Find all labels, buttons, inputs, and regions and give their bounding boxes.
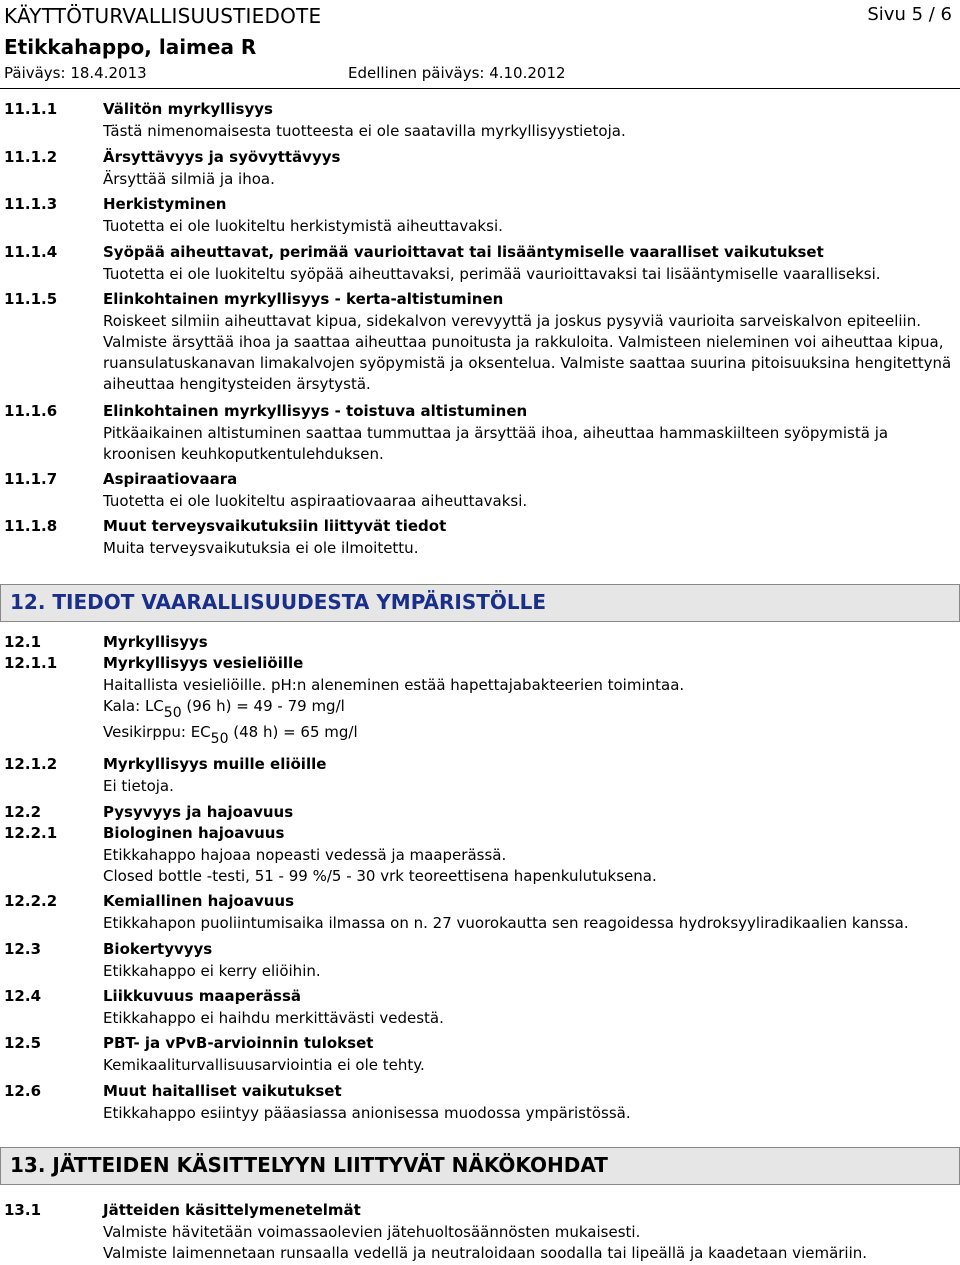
item-text: Valmiste hävitetään voimassaolevien jätehuoltosäännösten mukaisesti. [103, 1223, 641, 1241]
header-divider [0, 88, 960, 89]
item-number: 11.1.4 [4, 243, 58, 261]
item-text: Etikkahapon puoliintumisaika ilmassa on n. 27 vuorokautta sen reagoidessa hydroksyyliradikaalien kanssa. [103, 914, 909, 932]
item-number: 11.1.8 [4, 517, 58, 535]
previous-date: Edellinen päiväys: 4.10.2012 [348, 64, 566, 82]
item-text: Ei tietoja. [103, 777, 174, 795]
item-number: 12.2 [4, 803, 42, 821]
item-text: Closed bottle -testi, 51 - 99 %/5 - 30 vrk teoreettisena hapenkulutuksena. [103, 867, 657, 885]
section-12-heading [0, 584, 960, 622]
item-title: Biologinen hajoavuus [103, 824, 285, 842]
item-title: Kemiallinen hajoavuus [103, 892, 295, 910]
item-number: 11.1.3 [4, 195, 58, 213]
item-title: Herkistyminen [103, 195, 227, 213]
item-text: Kemikaaliturvallisuusarviointia ei ole tehty. [103, 1056, 425, 1074]
section-heading-text: 12. TIEDOT VAARALLISUUDESTA YMPÄRISTÖLLE [10, 590, 547, 614]
item-number: 11.1.2 [4, 148, 58, 166]
item-text: Pitkäaikainen altistuminen saattaa tummuttaa ja ärsyttää ihoa, aiheuttaa hammaskiilteen syöpymistä ja [103, 424, 889, 442]
item-title: Aspiraatiovaara [103, 470, 238, 488]
fish-label: Kala: LC [103, 697, 164, 715]
item-text: kroonisen keuhkoputkentulehduksen. [103, 445, 384, 463]
item-title: Myrkyllisyys muille eliöille [103, 755, 327, 773]
item-text: Etikkahappo ei haihdu merkittävästi vedestä. [103, 1009, 444, 1027]
item-title: Syöpää aiheuttavat, perimää vaurioittavat tai lisääntymiselle vaaralliset vaikutukset [103, 243, 824, 261]
item-number: 12.1.2 [4, 755, 58, 773]
item-title: Elinkohtainen myrkyllisyys - toistuva altistuminen [103, 402, 528, 420]
item-text: aiheuttaa hengitysteiden ärsytystä. [103, 375, 371, 393]
item-text: Muita terveysvaikutuksia ei ole ilmoitettu. [103, 539, 419, 557]
item-number: 11.1.1 [4, 100, 58, 118]
item-number: 12.5 [4, 1034, 42, 1052]
item-text: ruansulatuskanavan limakalvojen syöpymistä ja oksentelua. Valmiste saattaa suurina pitoisuuksina hengitettynä [103, 354, 952, 372]
item-text: Etikkahappo ei kerry eliöihin. [103, 962, 321, 980]
document-date: Päiväys: 18.4.2013 [4, 64, 147, 82]
fish-subscript: 50 [163, 705, 182, 721]
item-number: 12.3 [4, 940, 42, 958]
product-name: Etikkahappo, laimea R [4, 35, 257, 59]
item-title: Ärsyttävyys ja syövyttävyys [103, 148, 341, 166]
fish-toxicity [103, 696, 345, 721]
fish-value: (96 h) = 49 - 79 mg/l [181, 697, 345, 715]
item-text: Roiskeet silmiin aiheuttavat kipua, sidekalvon verevyyttä ja joskus pysyviä vaurioita sarveiskalvon epiteeliin. [103, 312, 921, 330]
item-title: Välitön myrkyllisyys [103, 100, 273, 118]
item-title: Biokertyvyys [103, 940, 213, 958]
item-title: Myrkyllisyys [103, 633, 208, 651]
item-number: 12.2.1 [4, 824, 58, 842]
item-title: Jätteiden käsittelymenetelmät [103, 1201, 361, 1219]
item-text: Tuotetta ei ole luokiteltu herkistymistä aiheuttavaksi. [103, 217, 503, 235]
item-number: 12.2.2 [4, 892, 58, 910]
item-title: Liikkuvuus maaperässä [103, 987, 302, 1005]
item-number: 11.1.5 [4, 290, 58, 308]
section-heading-text: 13. JÄTTEIDEN KÄSITTELYYN LIITTYVÄT NÄKÖKOHDAT [10, 1153, 608, 1177]
item-text: Haitallista vesieliöille. pH:n aleneminen estää hapettajabakteerien toimintaa. [103, 676, 685, 694]
item-text: Valmiste laimennetaan runsaalla vedellä ja neutraloidaan soodalla tai lipeällä ja kaadetaan viemäriin. [103, 1244, 868, 1262]
item-number: 12.4 [4, 987, 42, 1005]
item-text: Etikkahappo esiintyy pääasiassa anionisessa muodossa ympäristössä. [103, 1104, 631, 1122]
item-text: Etikkahappo hajoaa nopeasti vedessä ja maaperässä. [103, 846, 507, 864]
daphnia-value: (48 h) = 65 mg/l [228, 723, 358, 741]
document-title: KÄYTTÖTURVALLISUUSTIEDOTE [4, 4, 322, 28]
item-number: 11.1.7 [4, 470, 58, 488]
daphnia-toxicity [103, 722, 358, 747]
item-title: PBT- ja vPvB-arvioinnin tulokset [103, 1034, 374, 1052]
item-title: Pysyvyys ja hajoavuus [103, 803, 294, 821]
item-number: 12.1.1 [4, 654, 58, 672]
item-number: 13.1 [4, 1201, 42, 1219]
section-13-heading [0, 1147, 960, 1185]
daphnia-subscript: 50 [210, 731, 229, 747]
item-text: Ärsyttää silmiä ja ihoa. [103, 170, 275, 188]
item-text: Tuotetta ei ole luokiteltu aspiraatiovaaraa aiheuttavaksi. [103, 492, 528, 510]
item-title: Myrkyllisyys vesieliöille [103, 654, 304, 672]
item-title: Elinkohtainen myrkyllisyys - kerta-altistuminen [103, 290, 504, 308]
item-title: Muut haitalliset vaikutukset [103, 1082, 342, 1100]
daphnia-label: Vesikirppu: EC [103, 723, 211, 741]
item-title: Muut terveysvaikutuksiin liittyvät tiedot [103, 517, 447, 535]
page-number: Sivu 5 / 6 [867, 4, 952, 25]
item-text: Tästä nimenomaisesta tuotteesta ei ole saatavilla myrkyllisyystietoja. [103, 122, 626, 140]
item-number: 12.1 [4, 633, 42, 651]
item-number: 12.6 [4, 1082, 42, 1100]
item-text: Tuotetta ei ole luokiteltu syöpää aiheuttavaksi, perimää vaurioittavaksi tai lisääntymiselle vaaralliseksi. [103, 265, 881, 283]
item-text: Valmiste ärsyttää ihoa ja saattaa aiheuttaa punoitusta ja rakkuloita. Valmisteen nieleminen voi aiheuttaa kipua, [103, 333, 944, 351]
item-number: 11.1.6 [4, 402, 58, 420]
